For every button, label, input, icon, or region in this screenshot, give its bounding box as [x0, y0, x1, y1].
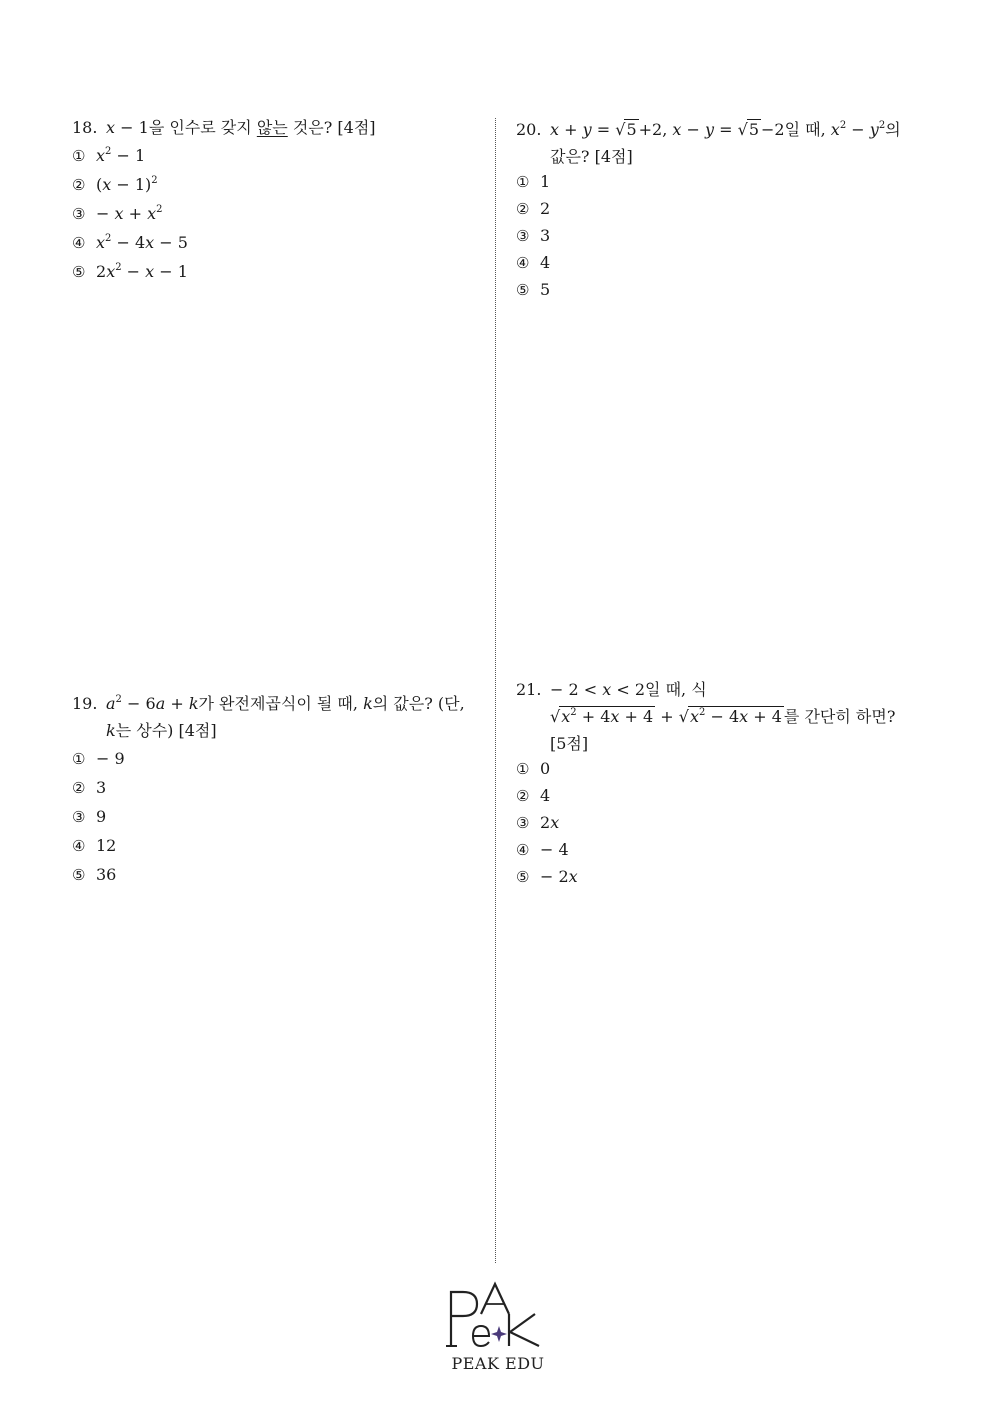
emphasis-underline: 않는 [256, 118, 288, 137]
question-text: x + y = √5 +2, x − y = √5 −2일 때, $x^2 - y^2$의 값은? [4점] [550, 119, 901, 166]
choice-4[interactable]: ④ 12 [72, 836, 117, 855]
choice-1[interactable]: ① 1 [516, 172, 551, 191]
choice-list [72, 141, 472, 286]
question-18 [72, 114, 472, 286]
peak-edu-logo [443, 1280, 553, 1375]
column-divider [495, 118, 496, 1263]
question-21 [516, 676, 926, 890]
question-19 [72, 690, 476, 889]
question-number: 18. [72, 118, 98, 137]
choice-1[interactable]: ① − 9 [72, 749, 125, 768]
question-number: 20. [516, 120, 542, 139]
question-text: $a^2 - 6a + k$가 완전제곱식이 될 때, k의 값은? (단, k는 상수) [4점] [106, 693, 465, 740]
brand-name: PEAK EDU [451, 1354, 545, 1373]
choice-3[interactable]: ③ 9 [72, 807, 107, 826]
choice-4[interactable]: ④ $x^2 - 4x - 5$ [72, 232, 188, 252]
question-20 [516, 116, 926, 303]
choice-list [516, 755, 926, 890]
choice-1[interactable]: ① $x^2 - 1$ [72, 145, 146, 165]
choice-3[interactable]: ③ − $x + x^2$ [72, 203, 163, 223]
choice-2[interactable]: ② 4 [516, 786, 551, 805]
choice-5[interactable]: ⑤ 5 [516, 280, 551, 299]
choice-4[interactable]: ④ 4 [516, 253, 551, 272]
question-text: − 2 < x < 2일 때, 식 $√x^2 + 4x + 4 + √x^2 - 4x + 4$ 를 간단히 하면? [5점] [550, 680, 896, 753]
question-number: 21. [516, 680, 542, 699]
choice-3[interactable]: ③ 2x [516, 813, 560, 832]
peak-logotype-icon [443, 1280, 553, 1352]
question-text: x − 1을 인수로 갖지 않는 것은? [4점] [106, 118, 376, 137]
choice-3[interactable]: ③ 3 [516, 226, 551, 245]
choice-5[interactable]: ⑤ 36 [72, 865, 117, 884]
question-number: 19. [72, 694, 98, 713]
choice-2[interactable]: ② $(x - 1)^2$ [72, 174, 158, 194]
choice-5[interactable]: ⑤ − 2x [516, 867, 578, 886]
choice-2[interactable]: ② 2 [516, 199, 551, 218]
choice-list [516, 168, 926, 303]
choice-2[interactable]: ② 3 [72, 778, 107, 797]
choice-5[interactable]: ⑤ $2x^2 - x - 1$ [72, 261, 188, 281]
choice-4[interactable]: ④ − 4 [516, 840, 569, 859]
choice-1[interactable]: ① 0 [516, 759, 551, 778]
choice-list [72, 744, 476, 889]
